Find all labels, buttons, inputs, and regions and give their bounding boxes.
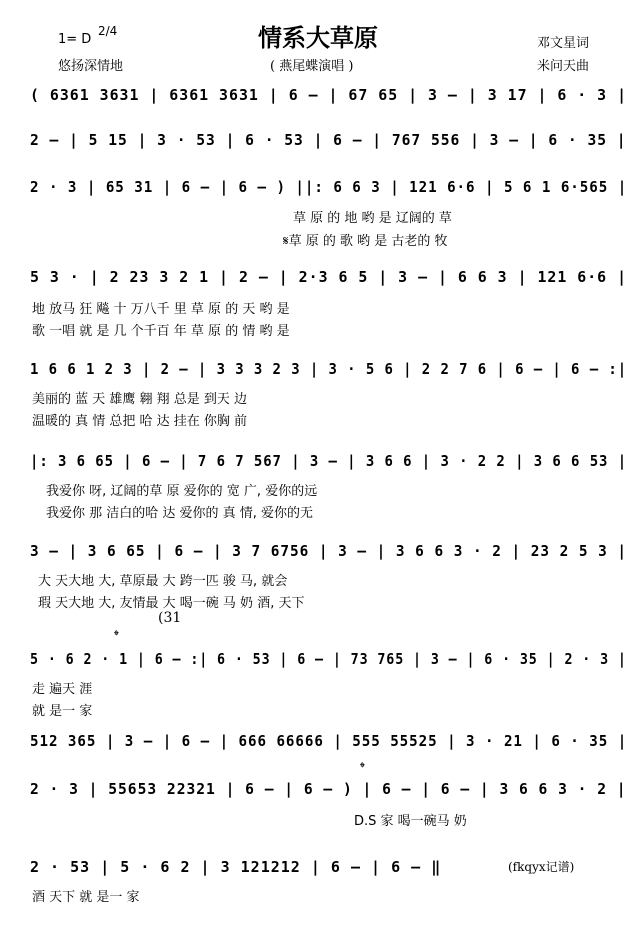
time-signature — [98, 26, 117, 36]
tempo-marking: 悠扬深情地 — [58, 59, 124, 74]
coda-icon: 𝄌 — [114, 628, 119, 644]
page-title: 情系大草原 — [258, 23, 378, 52]
lyric-row-5-verse-1: 美丽的 蓝 天 雄鹰 翱 翔 总是 到天 边 — [32, 392, 248, 407]
score-row-4: 5 3 · | 2 23 3 2 1 | 2 – | 2·3 6 5 | 3 – | 6 6 3 | 121 6·6 | — [30, 268, 628, 286]
lyric-row-4-verse-2: 歌 一唱 就 是 几 个千百 年 草 原 的 情 哟 是 — [32, 324, 290, 339]
ending-bracket: (31 — [158, 610, 182, 626]
lyricist-credit: 邓文星词 — [537, 36, 590, 51]
key-signature: 1= D — [58, 32, 92, 47]
lyric-row-5-verse-2: 温暖的 真 情 总把 哈 达 挂在 你胸 前 — [32, 414, 248, 429]
coda-icon-2: 𝄌 — [360, 760, 365, 776]
score-row-1: ( 6361 3631 | 6361 3631 | 6 – | 67 65 | 3 – | 3 17 | 6 · 3 | — [30, 86, 628, 104]
lyric-row-11: 酒 天下 就 是一 家 — [32, 890, 140, 905]
transcriber-credit: (fkqyx记谱) — [508, 860, 575, 874]
lyric-row-3-verse-1: 草 原 的 地 哟 是 辽阔的 草 — [293, 211, 452, 226]
lyric-row-3-verse-2: 𝄋草 原 的 歌 哟 是 古老的 牧 — [283, 234, 448, 249]
lyric-row-4-verse-1: 地 放马 狂 飚 十 万八千 里 草 原 的 天 哟 是 — [32, 302, 290, 317]
lyric-row-8-verse-1: 走 遍天 涯 — [32, 682, 93, 697]
lyric-row-7-verse-2: 瑕 天大地 大, 友情最 大 喝一碗 马 奶 酒, 天下 — [38, 596, 305, 611]
score-row-3: 2 · 3 | 65 31 | 6 – | 6 – ) ||: 6 6 3 | 121 6·6 | 5 6 1 6·565 | — [30, 178, 628, 196]
lyric-row-8-verse-2: 就 是一 家 — [32, 704, 93, 719]
score-row-7: 3 – | 3 6 65 | 6 – | 3 7 6756 | 3 – | 3 6 6 3 · 2 | 23 2 5 3 | — [30, 542, 628, 560]
time-signature-value: 2/4 — [98, 24, 118, 38]
lyric-row-6-verse-1: 我爱你 呀, 辽阔的草 原 爱你的 宽 广, 爱你的远 — [46, 484, 318, 499]
composer-credit: 米问天曲 — [537, 59, 590, 74]
score-row-8: 5 · 6 2 · 1 | 6 – :| 6 · 53 | 6 – | 73 765 | 3 – | 6 · 35 | 2 · 3 | — [30, 650, 627, 668]
singer-credit: ( 燕尾蝶演唱 ) — [270, 59, 354, 74]
lyric-row-7-verse-1: 大 天大地 大, 草原最 大 跨一匹 骏 马, 就会 — [38, 574, 288, 589]
lyric-row-6-verse-2: 我爱你 那 洁白的哈 达 爱你的 真 情, 爱你的无 — [46, 506, 314, 521]
score-row-11: 2 · 53 | 5 · 6 2 | 3 121212 | 6 – | 6 – ‖ — [30, 858, 442, 876]
score-row-10: 2 · 3 | 55653 22321 | 6 – | 6 – ) | 6 – | 6 – | 3 6 6 3 · 2 | — [30, 780, 627, 798]
lyric-row-10: D.S 家 喝一碗马 奶 — [354, 814, 467, 829]
score-row-6: |: 3 6 65 | 6 – | 7 6 7 567 | 3 – | 3 6 6 | 3 · 2 2 | 3 6 6 53 | — [30, 452, 628, 470]
score-row-2: 2 – | 5 15 | 3 · 53 | 6 · 53 | 6 – | 767 556 | 3 – | 6 · 35 | — [30, 131, 627, 149]
score-row-5: 1 6 6 1 2 3 | 2 – | 3 3 3 2 3 | 3 · 5 6 | 2 2 7 6 | 6 – | 6 – :| — [30, 360, 628, 378]
score-row-9: 512 365 | 3 – | 6 – | 666 66666 | 555 55525 | 3 · 21 | 6 · 35 | — [30, 732, 628, 750]
